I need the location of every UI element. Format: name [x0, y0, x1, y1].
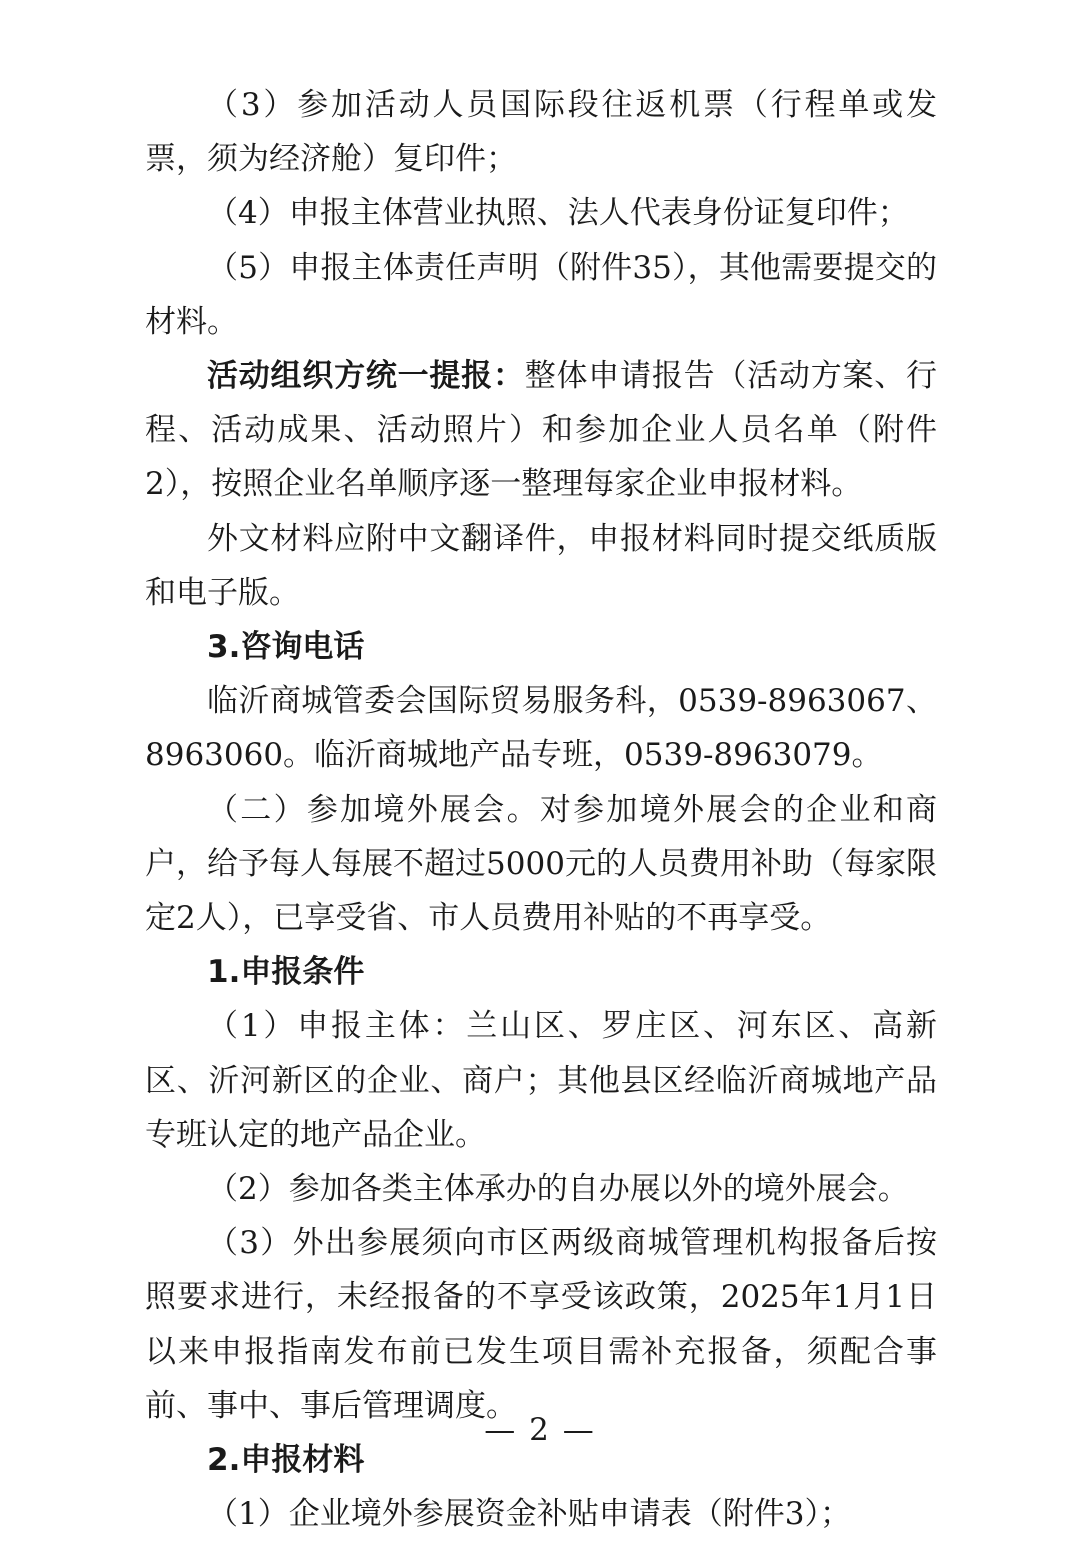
- section-heading: 1.申报条件: [207, 954, 365, 991]
- paragraph: 临沂商城管委会国际贸易服务科，0539-8963067、8963060。临沂商城地产品专班，0539-8963079。: [145, 683, 937, 774]
- paragraph: （5）申报主体责任声明（附件35），其他需要提交的材料。: [145, 249, 937, 340]
- paragraph-lead: 活动组织方统一提报：: [207, 358, 525, 395]
- paragraph: （1）企业境外参展资金补贴申请表（附件3）；: [207, 1496, 851, 1533]
- paragraph: （3）外出参展须向市区两级商城管理机构报备后按照要求进行，未经报备的不享受该政策，2025年1月1日以来申报指南发布前已发生项目需补充报备，须配合事前、事中、事后管理调度。: [145, 1225, 937, 1424]
- document-body: [145, 78, 937, 1541]
- paragraph: （2）参加各类主体承办的自办展以外的境外展会。: [207, 1171, 909, 1208]
- paragraph: [145, 349, 937, 512]
- section-heading: 2.申报材料: [207, 1442, 365, 1479]
- page-number: — 2 —: [484, 1412, 596, 1448]
- paragraph-text: 整体申请报告（活动方案、行程、活动成果、活动照片）和参加企业人员名单（附件2），按照企业名单顺序逐一整理每家企业申报材料。: [145, 358, 938, 503]
- paragraph: （二）参加境外展会。对参加境外展会的企业和商户，给予每人每展不超过5000元的人员费用补助（每家限定2人），已享受省、市人员费用补贴的不再享受。: [145, 791, 937, 937]
- paragraph: （1）申报主体：兰山区、罗庄区、河东区、高新区、沂河新区的企业、商户；其他县区经临沂商城地产品专班认定的地产品企业。: [145, 1008, 937, 1153]
- paragraph: （3）参加活动人员国际段往返机票（行程单或发票，须为经济舱）复印件；: [145, 87, 937, 178]
- paragraph: （4）申报主体营业执照、法人代表身份证复印件；: [207, 195, 909, 232]
- paragraph: 外文材料应附中文翻译件，申报材料同时提交纸质版和电子版。: [145, 520, 937, 611]
- section-heading: 3.咨询电话: [207, 629, 365, 666]
